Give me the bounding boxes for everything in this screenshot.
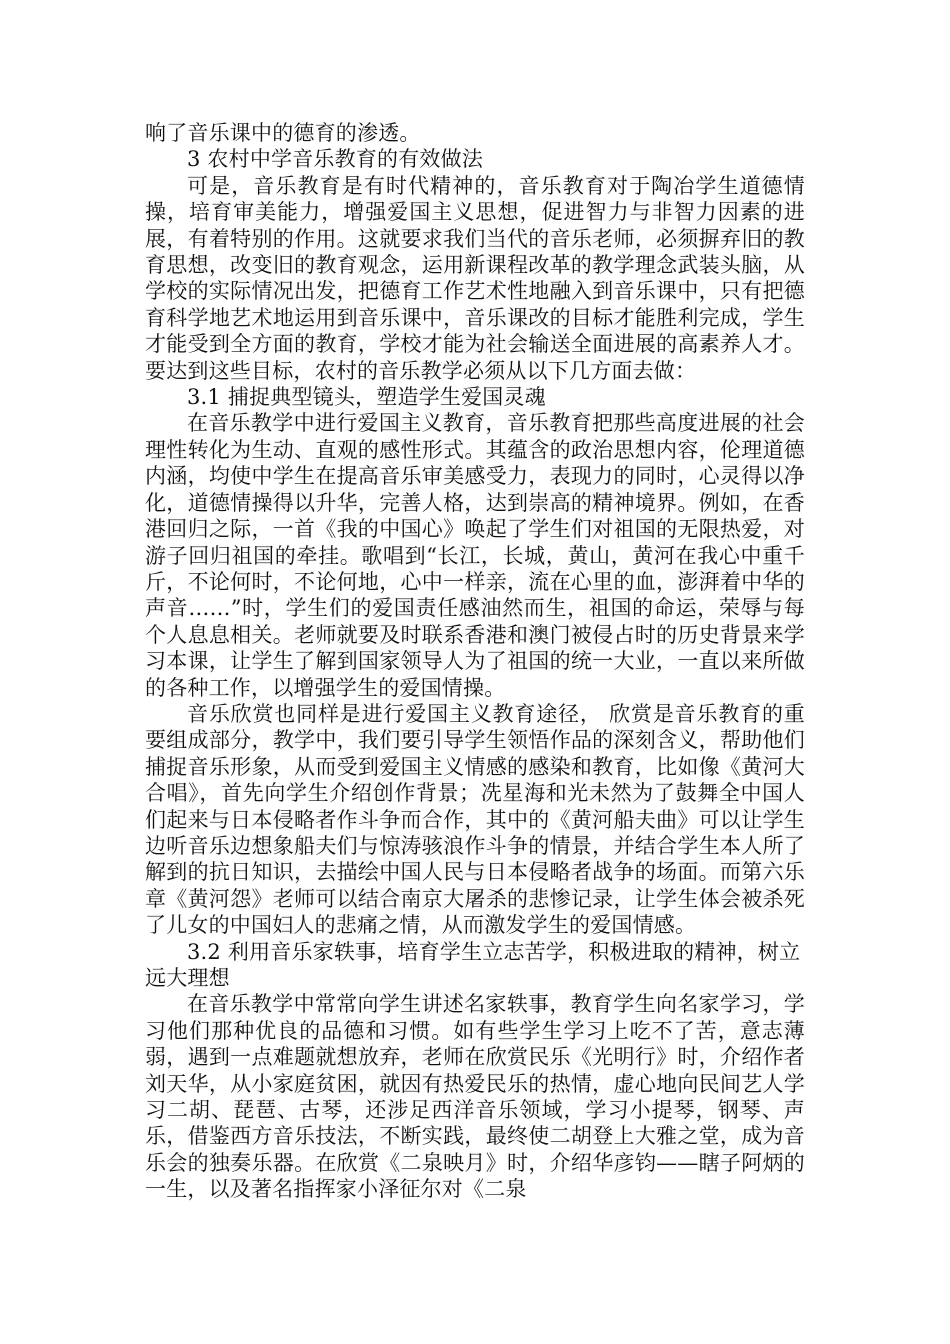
document-body bbox=[145, 120, 805, 1203]
section-heading-3-1: 3.1 捕捉典型镜头，塑造学生爱国灵魂 bbox=[187, 385, 546, 410]
paragraph-musician-anecdotes: 在音乐教学中常常向学生讲述名家轶事，教育学生向名家学习，学习他们那种优良的品德和习惯。如有些学生学习上吃不了苦，意志薄弱，遇到一点难题就想放弃，老师在欣赏民乐《光明行》时，介绍作者刘天华，从小家庭贫困，就因有热爱民乐的热情，虚心地向民间艺人学习二胡、琵琶、古琴，还涉足西洋音乐领域，学习小提琴，钢琴、声乐，借鉴西方音乐技法，不断实践，最终使二胡登上大雅之堂，成为音乐会的独奏乐器。在欣赏《二泉映月》时，介绍华彦钧——瞎子阿炳的一生，以及著名指挥家小泽征尔对《二泉 bbox=[145, 992, 805, 1202]
paragraph-music-appreciation: 音乐欣赏也同样是进行爱国主义教育途径， 欣赏是音乐教育的重要组成部分，教学中，我们要引导学生领悟作品的深刻含义，帮助他们捕捉音乐形象，从而受到爱国主义情感的感染和教育，比如像《黄河大合唱》，首先向学生介绍创作背景；冼星海和光未然为了鼓舞全中国人们起来与日本侵略者作斗争而合作，其中的《黄河船夫曲》可以让学生边听音乐边想象船夫们与惊涛骇浪作斗争的情景，并结合学生本人所了解到的抗日知识，去描绘中国人民与日本侵略者战争的场面。而第六乐章《黄河怨》老师可以结合南京大屠杀的悲惨记录，让学生体会被杀死了儿女的中国妇人的悲痛之情，从而激发学生的爱国情感。 bbox=[145, 701, 805, 938]
paragraph-intro: 可是，音乐教育是有时代精神的，音乐教育对于陶冶学生道德情操，培育审美能力，增强爱国主义思想，促进智力与非智力因素的进展，有着特别的作用。这就要求我们当代的音乐老师，必须摒弃旧的教育思想，改变旧的教育观念，运用新课程改革的教学理念武装头脑，从学校的实际情况出发，把德育工作艺术性地融入到音乐课中，只有把德育科学地艺术地运用到音乐课中，音乐课改的目标才能胜利完成，学生才能受到全方面的教育，学校才能为社会输送全面进展的高素养人才。要达到这些目标，农村的音乐教学必须从以下几方面去做： bbox=[145, 173, 805, 383]
paragraph-patriotic-education: 在音乐教学中进行爱国主义教育，音乐教育把那些高度进展的社会理性转化为生动、直观的感性形式。其蕴含的政治思想内容，伦理道德内涵，均使中学生在提高音乐审美感受力，表现力的同时，心灵得以净化，道德情操得以升华，完善人格，达到崇高的精神境界。例如，在香港回归之际，一首《我的中国心》唤起了学生们对祖国的无限热爱，对游子回归祖国的牵挂。歌唱到“长江，长城，黄山，黄河在我心中重千斤，不论何时，不论何地，心中一样亲，流在心里的血，澎湃着中华的声音……”时，学生们的爱国责任感油然而生，祖国的命运，荣辱与每个人息息相关。老师就要及时联系香港和澳门被侵占时的历史背景来学习本课，让学生了解到国家领导人为了祖国的统一大业，一直以来所做的各种工作，以增强学生的爱国情操。 bbox=[145, 411, 805, 700]
section-heading-3-2: 3.2 利用音乐家轶事，培育学生立志苦学，积极进取的精神，树立远大理想 bbox=[145, 939, 801, 990]
paragraph-continuation: 响了音乐课中的德育的渗透。 bbox=[145, 121, 421, 145]
section-heading-3: 3 农村中学音乐教育的有效做法 bbox=[187, 147, 484, 172]
